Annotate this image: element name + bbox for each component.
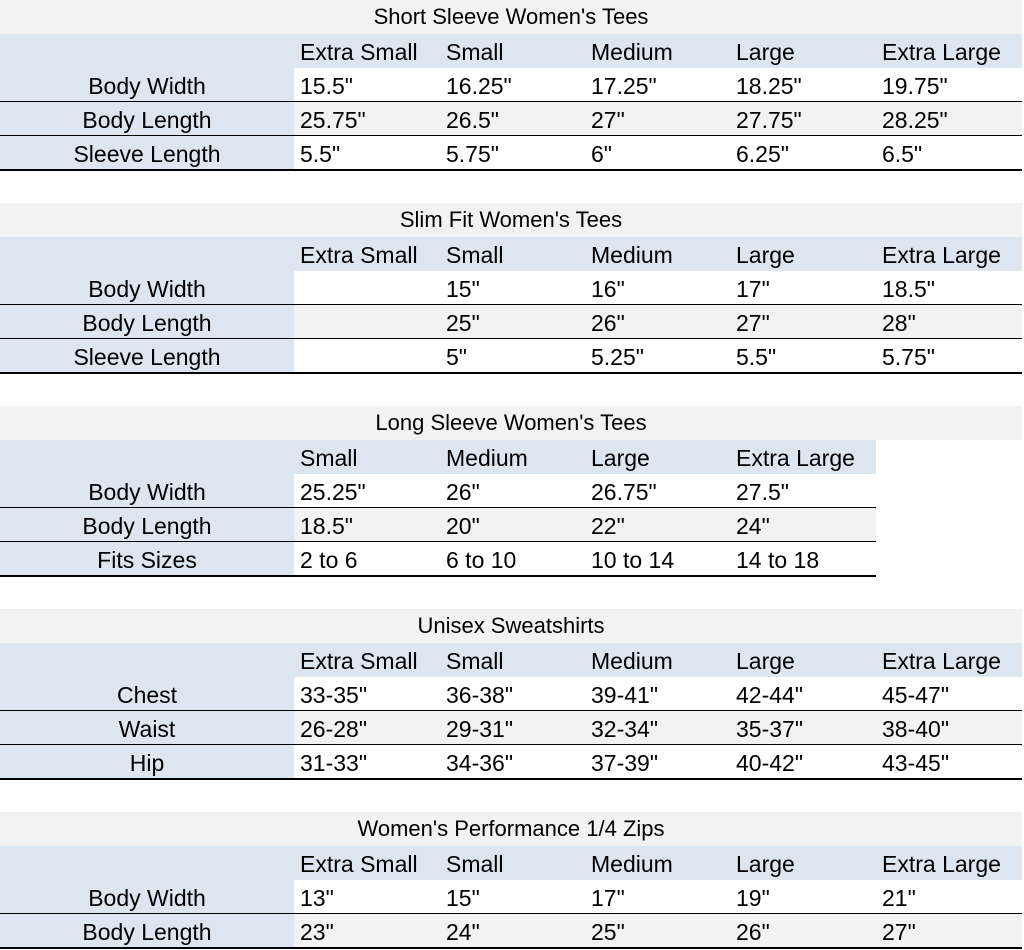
measurement-value: 15" <box>440 880 586 914</box>
size-header-cell: Extra Large <box>882 39 1001 65</box>
measurement-value: 17.25" <box>585 68 731 102</box>
measurement-value: 15.5" <box>294 68 440 102</box>
row-divider <box>0 778 1022 780</box>
measurement-row <box>0 542 876 576</box>
size-header-cell: Small <box>446 851 504 877</box>
measurement-label: Hip <box>0 745 294 779</box>
size-header-cell: Large <box>736 39 795 65</box>
measurement-value: 36-38" <box>440 677 586 711</box>
size-header-row <box>0 34 1022 68</box>
measurement-value: 22" <box>585 508 731 542</box>
measurement-value: 5.5" <box>730 339 876 373</box>
measurement-value: 18.5" <box>294 508 440 542</box>
measurement-value: 45-47" <box>876 677 1022 711</box>
table-title: Short Sleeve Women's Tees <box>0 0 1022 34</box>
measurement-row <box>0 339 1022 373</box>
measurement-row <box>0 745 1022 779</box>
measurement-value: 25" <box>440 305 586 339</box>
measurement-value: 40-42" <box>730 745 876 779</box>
measurement-value: 31-33" <box>294 745 440 779</box>
measurement-value: 37-39" <box>585 745 731 779</box>
measurement-value: 6" <box>585 136 731 170</box>
size-header-cell: Medium <box>591 851 673 877</box>
size-header-cell: Small <box>446 39 504 65</box>
measurement-value: 21" <box>876 880 1022 914</box>
measurement-value: 28" <box>876 305 1022 339</box>
measurement-value: 19.75" <box>876 68 1022 102</box>
measurement-value: 25" <box>585 914 731 948</box>
measurement-row <box>0 508 876 542</box>
measurement-label: Body Length <box>0 914 294 948</box>
row-divider <box>0 372 1022 374</box>
measurement-value: 27.75" <box>730 102 876 136</box>
measurement-row <box>0 271 1022 305</box>
measurement-value: 38-40" <box>876 711 1022 745</box>
measurement-value: 25.75" <box>294 102 440 136</box>
measurement-value: 5.75" <box>440 136 586 170</box>
measurement-label: Fits Sizes <box>0 542 294 576</box>
measurement-row <box>0 677 1022 711</box>
size-header-cell: Extra Small <box>300 39 418 65</box>
measurement-value: 20" <box>440 508 586 542</box>
measurement-label: Waist <box>0 711 294 745</box>
size-header-cell: Medium <box>591 242 673 268</box>
measurement-value: 5" <box>440 339 586 373</box>
measurement-value: 5.5" <box>294 136 440 170</box>
measurement-value: 26-28" <box>294 711 440 745</box>
measurement-row <box>0 136 1022 170</box>
size-header-cell: Extra Small <box>300 648 418 674</box>
measurement-row <box>0 474 876 508</box>
size-header-cell: Large <box>736 648 795 674</box>
measurement-value: 6 to 10 <box>440 542 586 576</box>
measurement-value: 26.5" <box>440 102 586 136</box>
measurement-value: 23" <box>294 914 440 948</box>
measurement-label: Sleeve Length <box>0 339 294 373</box>
size-header-cell: Extra Large <box>882 851 1001 877</box>
table-title: Unisex Sweatshirts <box>0 609 1022 643</box>
measurement-label: Chest <box>0 677 294 711</box>
measurement-value: 17" <box>585 880 731 914</box>
measurement-value: 5.25" <box>585 339 731 373</box>
measurement-value: 5.75" <box>876 339 1022 373</box>
measurement-label: Sleeve Length <box>0 136 294 170</box>
row-divider <box>0 575 876 577</box>
measurement-row <box>0 305 1022 339</box>
measurement-value <box>294 271 440 305</box>
table-title: Women's Performance 1/4 Zips <box>0 812 1022 846</box>
size-header-cell: Extra Small <box>300 242 418 268</box>
measurement-value: 14 to 18 <box>730 542 876 576</box>
measurement-row <box>0 68 1022 102</box>
measurement-value: 18.5" <box>876 271 1022 305</box>
measurement-value: 10 to 14 <box>585 542 731 576</box>
measurement-value: 25.25" <box>294 474 440 508</box>
size-header-cell: Small <box>300 445 358 471</box>
measurement-value: 19" <box>730 880 876 914</box>
measurement-label: Body Width <box>0 880 294 914</box>
measurement-value: 27" <box>585 102 731 136</box>
size-header-cell: Extra Large <box>736 445 855 471</box>
measurement-value: 42-44" <box>730 677 876 711</box>
size-header-cell: Medium <box>591 39 673 65</box>
measurement-value: 15" <box>440 271 586 305</box>
size-header-cell: Medium <box>446 445 528 471</box>
measurement-value: 35-37" <box>730 711 876 745</box>
measurement-value: 26" <box>585 305 731 339</box>
measurement-value: 16.25" <box>440 68 586 102</box>
measurement-value: 24" <box>440 914 586 948</box>
measurement-value: 2 to 6 <box>294 542 440 576</box>
measurement-value <box>294 305 440 339</box>
size-header-cell: Small <box>446 648 504 674</box>
measurement-value: 27" <box>730 305 876 339</box>
measurement-value: 43-45" <box>876 745 1022 779</box>
size-header-cell: Large <box>736 242 795 268</box>
measurement-label: Body Width <box>0 474 294 508</box>
measurement-value: 33-35" <box>294 677 440 711</box>
measurement-value: 39-41" <box>585 677 731 711</box>
size-header-row <box>0 643 1022 677</box>
size-header-row <box>0 440 876 474</box>
size-header-cell: Medium <box>591 648 673 674</box>
size-header-cell: Extra Large <box>882 648 1001 674</box>
measurement-value: 28.25" <box>876 102 1022 136</box>
measurement-value <box>294 339 440 373</box>
size-header-cell: Small <box>446 242 504 268</box>
measurement-row <box>0 880 1022 914</box>
measurement-row <box>0 711 1022 745</box>
size-header-row <box>0 237 1022 271</box>
size-header-cell: Large <box>591 445 650 471</box>
measurement-value: 6.25" <box>730 136 876 170</box>
measurement-value: 13" <box>294 880 440 914</box>
measurement-label: Body Width <box>0 68 294 102</box>
measurement-row <box>0 914 1022 948</box>
measurement-value: 34-36" <box>440 745 586 779</box>
measurement-value: 6.5" <box>876 136 1022 170</box>
measurement-row <box>0 102 1022 136</box>
measurement-value: 17" <box>730 271 876 305</box>
measurement-value: 16" <box>585 271 731 305</box>
table-title: Slim Fit Women's Tees <box>0 203 1022 237</box>
row-divider <box>0 947 1022 949</box>
measurement-value: 24" <box>730 508 876 542</box>
size-header-cell: Extra Small <box>300 851 418 877</box>
measurement-label: Body Length <box>0 508 294 542</box>
measurement-label: Body Length <box>0 102 294 136</box>
measurement-value: 26" <box>730 914 876 948</box>
measurement-label: Body Width <box>0 271 294 305</box>
row-divider <box>0 169 1022 171</box>
size-header-cell: Extra Large <box>882 242 1001 268</box>
measurement-value: 27.5" <box>730 474 876 508</box>
measurement-value: 26.75" <box>585 474 731 508</box>
measurement-label: Body Length <box>0 305 294 339</box>
size-header-row <box>0 846 1022 880</box>
size-header-cell: Large <box>736 851 795 877</box>
table-title: Long Sleeve Women's Tees <box>0 406 1022 440</box>
measurement-value: 27" <box>876 914 1022 948</box>
measurement-value: 32-34" <box>585 711 731 745</box>
measurement-value: 29-31" <box>440 711 586 745</box>
measurement-value: 26" <box>440 474 586 508</box>
measurement-value: 18.25" <box>730 68 876 102</box>
